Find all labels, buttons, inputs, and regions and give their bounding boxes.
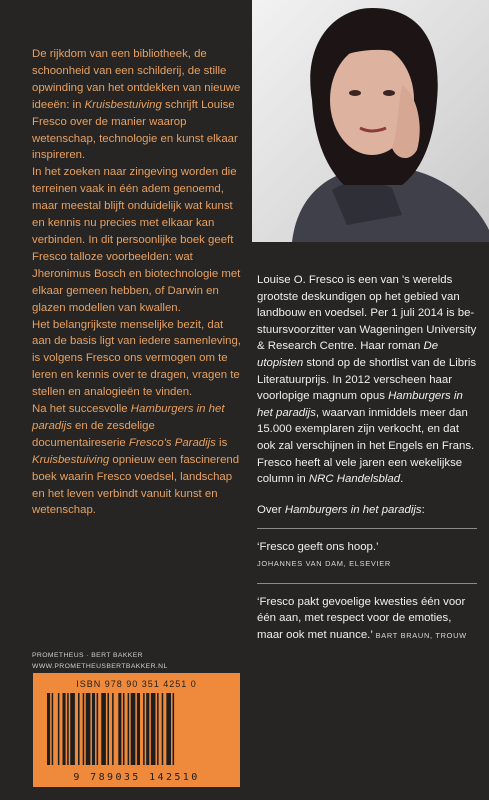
blurb-paragraph-2: In het zoeken naar zingeving worden die terreinen vaak in één adem genoemd, maar meestal blijft onduidelijk wat kunst en kennis nu precies met elkaar kan verbinden. In dit persoonlijke boek geeft Fresco talloze voorbeelden: wat Jheronimus Bosch en biotechnologie met elkaar gemeen hebben, of Darwin en glazen modellen van kwallen. [32,166,241,314]
divider [257,583,477,584]
barcode-bar [123,693,125,765]
barcode-bar [58,693,60,765]
book-title: Kruisbestuiving [84,98,162,111]
barcode-bar [173,693,175,765]
barcode-bar [78,693,80,765]
divider [257,528,477,529]
barcode-bar [151,693,156,765]
quote-2-source: BART BRAUN, TROUW [375,630,467,640]
barcode-bar [47,693,50,765]
barcode-bar [128,693,130,765]
barcode-digits: 9 789035 142510 [73,772,200,783]
barcode-bar [166,693,171,765]
barcode-bar [63,693,66,765]
barcode-bar [146,693,149,765]
barcode-bar [118,693,121,765]
barcode-icon [47,693,227,769]
barcode-bar [101,693,106,765]
quote-1: ‘Fresco geeft ons hoop.’ [257,541,379,554]
barcode-bar [70,693,75,765]
barcode-bar [157,693,159,765]
quotes-heading: Over Hamburgers in het paradijs: [257,503,425,516]
barcode-bar [162,693,164,765]
barcode-bar [143,693,145,765]
barcode-bar [52,693,54,765]
author-photo [252,0,489,242]
barcode-bar [131,693,136,765]
barcode-bar [112,693,114,765]
barcode-box [33,673,240,787]
isbn-text: ISBN 978 90 351 4251 0 [76,679,197,689]
barcode-bar [67,693,69,765]
publisher-url: WWW.PROMETHEUSBERTBAKKER.NL [32,663,168,670]
back-cover-blurb [32,46,242,519]
blurb-paragraph-4: Na het succesvolle Hamburgers in het paradijs en de zesdelige documentaireserie Fresco's Paradijs is Kruisbestuiving opnieuw een fascinerend boek waarin Fresco voedsel, landschap en het leven verbindt vanuit kunst en wetenschap. [32,403,240,517]
barcode-bar [97,693,99,765]
bio-paragraph-2: Fresco heeft al vele jaren een wekelijkse column in NRC Handelsblad. [257,456,463,486]
blurb-paragraph-3: Het belangrijkste menselijke bezit, dat aan de basis ligt van iedere samenleving, is volgens Fresco ons vermogen om te leren en kennis over te dragen, vragen te stellen en analogieën te vinden. [32,318,241,399]
barcode-bar [92,693,95,765]
barcode-bar [107,693,109,765]
publisher-name: PROMETHEUS · BERT BAKKER [32,652,143,659]
quote-1-source: JOHANNES VAN DAM, ELSEVIER [257,558,391,568]
author-bio [257,272,479,644]
publisher-info [32,650,168,672]
barcode-bar [137,693,140,765]
barcode-bar [83,693,85,765]
barcode-bar [86,693,91,765]
blurb-paragraph-1: De rijkdom van een bibliotheek, de schoonheid van een schilderij, de stille opwinding van het ontdekken van nieuwe ideeën: in Kruisbestuiving schrijft Louise Fresco over de manier waarop wetenschap, technologie en kunst elkaar inspireren. [32,48,241,162]
quote-2: ‘Fresco pakt gevoelige kwesties één voor één aan, met respect voor de emoties, maar ook met nuance.’ BART BRAUN, TROUW [257,595,467,641]
bio-paragraph-1: Louise O. Fresco is een van 's werelds grootste deskundigen op het gebied van landbouw en voedsel. Per 1 juli 2014 is bestuursvoorzitter van Wageningen University & Research Centre. Haar roman De utopisten stond op de shortlist van de Libris Literatuurprijs. In 2012 verscheen haar voorlopige magnum opus Hamburgers in het paradijs, waarvan inmiddels meer dan 15.000 exemplaren zijn verkocht, en dat ook zal verschijnen in het Engels en Frans. [257,274,477,452]
